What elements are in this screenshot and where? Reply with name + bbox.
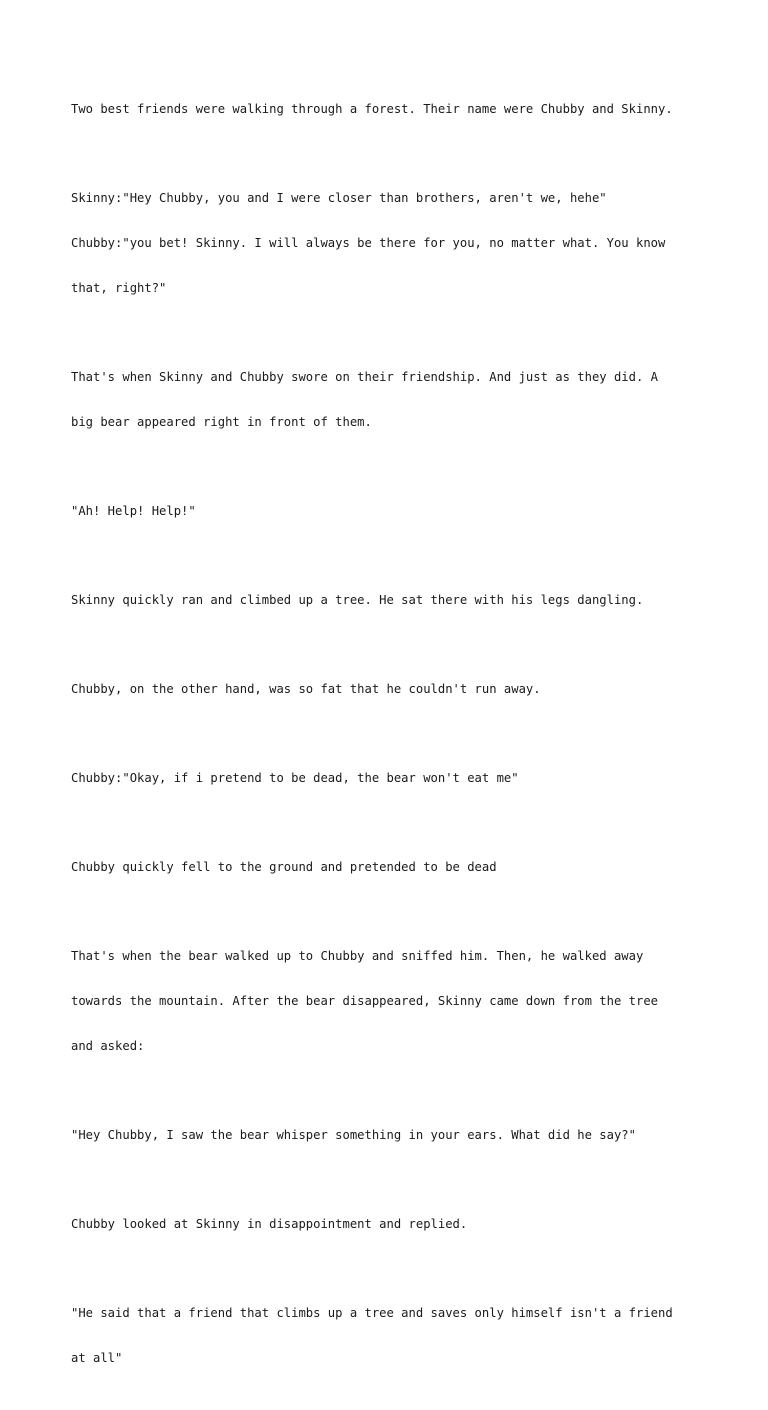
paragraph-10 — [71, 1098, 701, 1173]
paragraph-2 — [71, 161, 701, 326]
paragraph-6 — [71, 652, 701, 727]
paragraph-3 — [71, 340, 701, 460]
text-line: Chubby looked at Skinny in disappointment and replied. — [71, 1217, 468, 1231]
text-line: Chubby quickly fell to the ground and pretended to be dead — [71, 860, 497, 874]
text-line: towards the mountain. After the bear disappeared, Skinny came down from the tree — [71, 994, 658, 1008]
text-line: Skinny quickly ran and climbed up a tree. He sat there with his legs dangling. — [71, 593, 644, 607]
paragraph-5 — [71, 563, 701, 638]
paragraph-4 — [71, 474, 701, 549]
text-line: Chubby, on the other hand, was so fat that he couldn't run away. — [71, 682, 541, 696]
text-line: Chubby:"Okay, if i pretend to be dead, the bear won't eat me" — [71, 771, 519, 785]
text-line: Chubby:"you bet! Skinny. I will always be there for you, no matter what. You know — [71, 236, 666, 250]
text-line: Skinny:"Hey Chubby, you and I were closer than brothers, aren't we, hehe" — [71, 191, 607, 205]
text-line: and asked: — [71, 1039, 145, 1053]
text-line: big bear appeared right in front of them. — [71, 415, 372, 429]
text-line: "He said that a friend that climbs up a tree and saves only himself isn't a friend — [71, 1306, 673, 1320]
text-line: at all" — [71, 1351, 123, 1365]
paragraph-8 — [71, 830, 701, 905]
text-line: that, right?" — [71, 281, 167, 295]
paragraph-11 — [71, 1187, 701, 1262]
text-line: "Hey Chubby, I saw the bear whisper something in your ears. What did he say?" — [71, 1128, 636, 1142]
text-line: That's when the bear walked up to Chubby and sniffed him. Then, he walked away — [71, 949, 644, 963]
paragraph-1 — [71, 72, 701, 147]
paragraph-7 — [71, 741, 701, 816]
document-body — [71, 72, 701, 1410]
paragraph-12 — [71, 1276, 701, 1396]
text-line: That's when Skinny and Chubby swore on their friendship. And just as they did. A — [71, 370, 658, 384]
paragraph-9 — [71, 919, 701, 1084]
text-line: Two best friends were walking through a forest. Their name were Chubby and Skinny. — [71, 102, 673, 116]
text-line: "Ah! Help! Help!" — [71, 504, 196, 518]
